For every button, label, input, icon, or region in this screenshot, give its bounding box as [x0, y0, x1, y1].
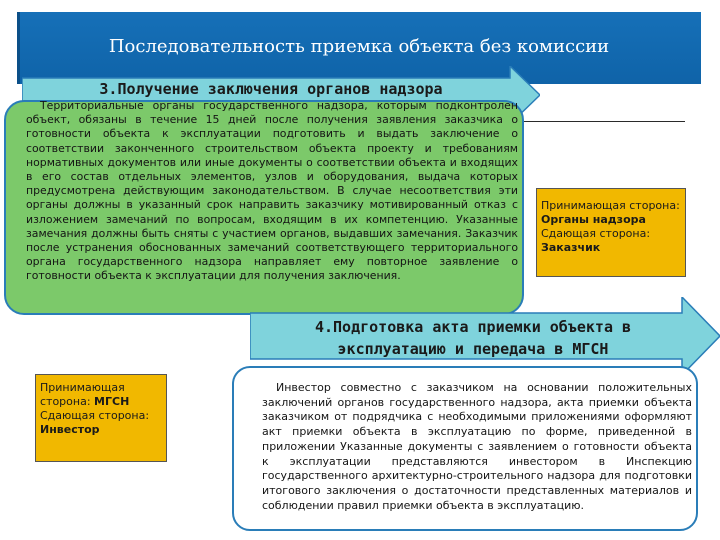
handing-party-label: Сдающая сторона: [40, 409, 150, 422]
receiving-party-caption: Принимающая сторона: [40, 381, 125, 408]
step4-arrow [250, 297, 720, 375]
divider-line [520, 121, 685, 122]
step4-parties-box [35, 374, 167, 462]
receiving-party-label: Принимающая сторона: [541, 199, 680, 212]
receiving-party-value: МГСН [94, 395, 130, 408]
handing-party-label: Сдающая сторона: [541, 227, 651, 240]
step4-description: Инвестор совместно с заказчиком на основании положительных заключений органов государственного надзора, акта приемки объекта заказчиком от подрядчика с необходимыми приложениями оформляют акт приемки объекта в эксплуатацию по форме, приведенной в приложении Указанные документы с заявлением о готовности объекта к эксплуатации представляются инвестором в Инспекцию государственного архитектурно-строительного надзора для подготовки итогового заключения о достаточности представленных материалов и соблюдении правил приемки объекта в эксплуатацию. [262, 381, 692, 512]
step4-title: 4.Подготовка акта приемки объекта в эксплуатацию и передача в МГСН [314, 318, 632, 358]
receiving-party-label [40, 381, 162, 409]
handing-party-value: Заказчик [541, 241, 601, 254]
step3-title: 3.Получение заключения органов надзора [99, 80, 443, 98]
step3-description: Территориальные органы государственного надзора, которым подконтролен объект, обязаны в течение 15 дней после получения заявления заказчика о готовности объекта к эксплуатации подготовить и выдать заключение о соответствии законченного строительством объекта проекту и требованиям нормативных документов или иные документы о соответствии объекта и входящих в его состав отдельных элементов, узлов и оборудования, выдача которых предусмотрена действующим законодательством. В случае несоответствия эти органы должны в указанный срок направить заказчику мотивированный отказ с изложением замечаний по вопросам, входящим в их компетенцию. Указанные замечания должны быть сняты с участием органов, выдавших замечания. Заказчик после устранения обоснованных замечаний соответствующего территориального органа государственного надзора направляет ему повторное заявление о готовности объекта к эксплуатации для получения заключения. [26, 99, 518, 283]
handing-party-value: Инвестор [40, 423, 100, 436]
receiving-party-value: Органы надзора [541, 213, 646, 226]
step3-parties-box [536, 188, 686, 277]
slide-title: Последовательность приемка объекта без комиссии [108, 36, 610, 57]
